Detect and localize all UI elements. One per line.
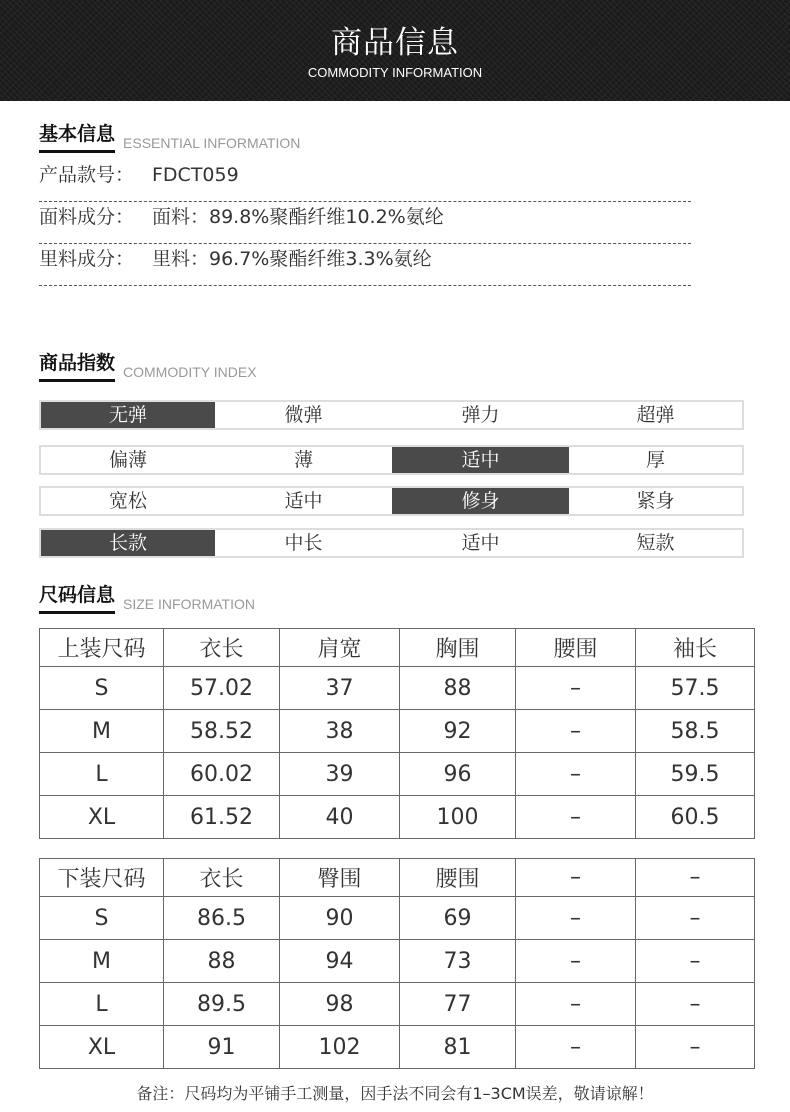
- table-cell: L: [40, 983, 164, 1026]
- table-cell: –: [516, 667, 636, 710]
- table-cell: 38: [280, 710, 400, 753]
- table-cell: 57.5: [636, 667, 755, 710]
- index-option-selected: 无弹: [41, 402, 215, 428]
- table-cell: –: [636, 1026, 755, 1069]
- info-label: 面料成分：: [39, 206, 135, 228]
- table-cell: –: [636, 940, 755, 983]
- info-row-style-number: [39, 160, 691, 202]
- table-cell: S: [40, 897, 164, 940]
- table-cell: –: [516, 983, 636, 1026]
- index-option: 紧身: [636, 490, 675, 512]
- index-option: 适中: [461, 532, 500, 554]
- table-cell: XL: [40, 1026, 164, 1069]
- table-cell: 57.02: [164, 667, 280, 710]
- top-size-table: [39, 628, 755, 839]
- table-cell: –: [516, 796, 636, 839]
- table-cell: S: [40, 667, 164, 710]
- table-cell: –: [516, 1026, 636, 1069]
- table-cell: 59.5: [636, 753, 755, 796]
- index-option: 宽松: [108, 490, 147, 512]
- index-option: 偏薄: [108, 449, 147, 471]
- table-cell: 39: [280, 753, 400, 796]
- table-cell: –: [516, 897, 636, 940]
- basic-info-subtitle: ESSENTIAL INFORMATION: [123, 135, 301, 151]
- table-cell: 98: [280, 983, 400, 1026]
- table-header-cell: 下装尺码: [40, 859, 164, 897]
- size-info-subtitle: SIZE INFORMATION: [123, 596, 255, 612]
- table-row: [40, 710, 755, 753]
- index-row-thickness: [39, 445, 744, 475]
- table-cell: 89.5: [164, 983, 280, 1026]
- info-label: 产品款号：: [39, 164, 135, 186]
- table-cell: 92: [400, 710, 516, 753]
- index-row-elasticity: [39, 400, 744, 430]
- table-cell: 73: [400, 940, 516, 983]
- index-option: 薄: [293, 449, 313, 471]
- table-cell: 90: [280, 897, 400, 940]
- commodity-index-subtitle: COMMODITY INDEX: [123, 364, 257, 380]
- table-cell: 91: [164, 1026, 280, 1069]
- table-cell: 40: [280, 796, 400, 839]
- info-label: 里料成分：: [39, 248, 135, 270]
- index-option-selected: 长款: [41, 530, 215, 556]
- table-header-cell: 胸围: [400, 629, 516, 667]
- table-cell: 77: [400, 983, 516, 1026]
- bottom-size-table: [39, 858, 755, 1069]
- table-header-cell: –: [516, 859, 636, 897]
- table-header-cell: –: [636, 859, 755, 897]
- table-cell: XL: [40, 796, 164, 839]
- table-header-cell: 衣长: [164, 629, 280, 667]
- info-row-lining: [39, 244, 691, 286]
- size-info-heading: [39, 580, 255, 614]
- table-cell: 37: [280, 667, 400, 710]
- table-header-row: [40, 859, 755, 897]
- table-cell: 102: [280, 1026, 400, 1069]
- info-value: FDCT059: [152, 164, 239, 186]
- table-cell: 86.5: [164, 897, 280, 940]
- table-header-cell: 袖长: [636, 629, 755, 667]
- table-cell: 96: [400, 753, 516, 796]
- info-row-fabric: [39, 202, 691, 244]
- table-row: [40, 983, 755, 1026]
- table-cell: 81: [400, 1026, 516, 1069]
- index-option: 弹力: [461, 404, 500, 426]
- index-row-fit: [39, 486, 744, 516]
- table-header-cell: 肩宽: [280, 629, 400, 667]
- commodity-index-title: 商品指数: [39, 348, 115, 382]
- index-option-selected: 适中: [392, 447, 569, 473]
- index-option: 中长: [284, 532, 323, 554]
- index-option-selected: 修身: [392, 488, 569, 514]
- table-row: [40, 897, 755, 940]
- info-value: 面料：89.8%聚酯纤维10.2%氨纶: [152, 206, 444, 228]
- index-option: 微弹: [284, 404, 323, 426]
- table-row: [40, 1026, 755, 1069]
- table-cell: M: [40, 940, 164, 983]
- index-option: 厚: [645, 449, 665, 471]
- table-cell: L: [40, 753, 164, 796]
- table-cell: –: [516, 710, 636, 753]
- table-cell: –: [516, 753, 636, 796]
- index-option: 超弹: [636, 404, 675, 426]
- table-cell: 100: [400, 796, 516, 839]
- page-subtitle: COMMODITY INFORMATION: [307, 65, 483, 80]
- table-cell: –: [516, 940, 636, 983]
- table-row: [40, 667, 755, 710]
- table-cell: 60.5: [636, 796, 755, 839]
- index-option: 短款: [636, 532, 675, 554]
- table-cell: 94: [280, 940, 400, 983]
- index-row-length: [39, 528, 744, 558]
- table-cell: –: [636, 897, 755, 940]
- index-option: 适中: [284, 490, 323, 512]
- size-note: 备注：尺码均为平铺手工测量，因手法不同会有1–3CM误差，敬请谅解！: [136, 1084, 654, 1103]
- table-cell: M: [40, 710, 164, 753]
- basic-info-heading: [39, 119, 300, 153]
- table-cell: 88: [164, 940, 280, 983]
- table-header-cell: 衣长: [164, 859, 280, 897]
- table-cell: 88: [400, 667, 516, 710]
- commodity-index-heading: [39, 348, 257, 382]
- page-title: 商品信息: [331, 25, 459, 61]
- basic-info-title: 基本信息: [39, 119, 115, 153]
- table-row: [40, 940, 755, 983]
- table-header-cell: 臀围: [280, 859, 400, 897]
- table-header-cell: 上装尺码: [40, 629, 164, 667]
- table-cell: 60.02: [164, 753, 280, 796]
- size-info-title: 尺码信息: [39, 580, 115, 614]
- table-header-row: [40, 629, 755, 667]
- table-cell: 69: [400, 897, 516, 940]
- table-cell: 58.5: [636, 710, 755, 753]
- table-cell: 58.52: [164, 710, 280, 753]
- table-header-cell: 腰围: [516, 629, 636, 667]
- header-banner: [0, 0, 790, 101]
- table-cell: 61.52: [164, 796, 280, 839]
- info-value: 里料：96.7%聚酯纤维3.3%氨纶: [152, 248, 432, 270]
- table-cell: –: [636, 983, 755, 1026]
- table-header-cell: 腰围: [400, 859, 516, 897]
- table-row: [40, 796, 755, 839]
- table-row: [40, 753, 755, 796]
